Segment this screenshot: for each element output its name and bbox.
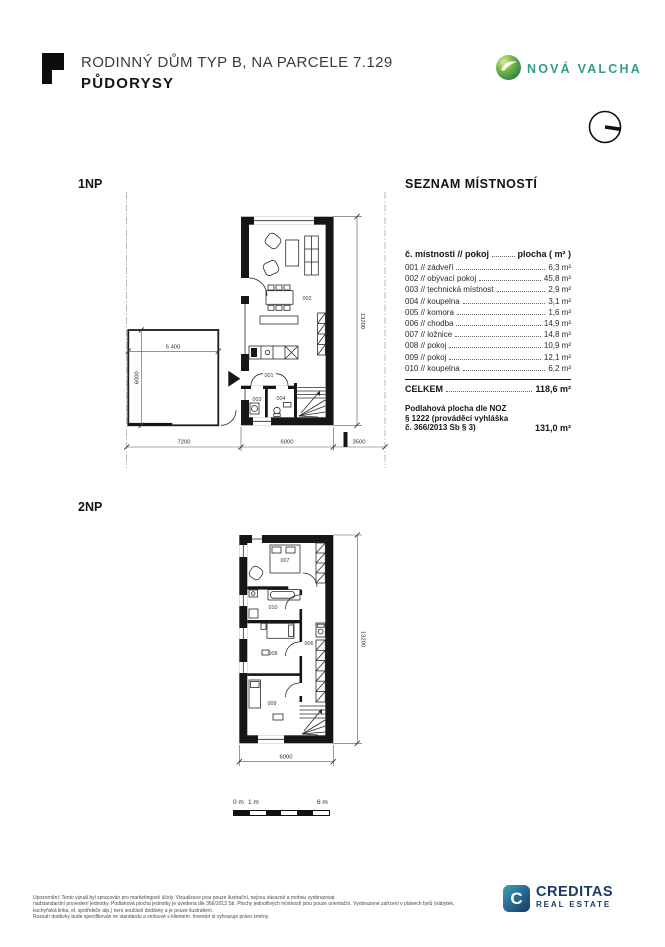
sheet-logo-mark bbox=[42, 53, 64, 70]
garage-outline bbox=[128, 330, 236, 426]
total-area: 118,6 m² bbox=[535, 384, 571, 395]
room-number: 003 bbox=[252, 397, 262, 403]
svg-text:7200: 7200 bbox=[177, 439, 191, 446]
room-row bbox=[405, 363, 571, 374]
dimension-garage-depth bbox=[135, 327, 144, 428]
room-row bbox=[405, 307, 571, 318]
room-area: 45,8 m² bbox=[543, 274, 571, 284]
disclaimer-line: nadstandardní provedení jednotky. Podlahová plocha jednotky je uvedena dle 366/2013 Sb. Plochy jednotlivých místností jsou pouze orientační. Vyobrazené zařízení v plánech bytů (nábytek, kuchyňská linka, el. spotřebiče atp.) není součástí dodávky a je pouze ilustrativní. bbox=[33, 901, 455, 914]
room-list-header bbox=[405, 249, 571, 259]
room-number: 006 bbox=[304, 641, 314, 647]
disclaimer-text bbox=[33, 895, 473, 921]
room-row bbox=[405, 340, 571, 351]
room-row bbox=[405, 284, 571, 295]
leader-dots bbox=[497, 291, 546, 292]
dimension-right-2np bbox=[333, 532, 365, 746]
room-label: 009 // pokoj bbox=[405, 352, 447, 362]
scale-label-1m: 1 m bbox=[248, 799, 259, 806]
room-row bbox=[405, 262, 571, 273]
room-area: 6,2 m² bbox=[548, 363, 571, 373]
room-list-col-left: č. místnosti // pokoj bbox=[405, 249, 490, 259]
creditas-logo bbox=[503, 885, 613, 912]
room-number: 010 bbox=[268, 605, 278, 611]
room-area: 12,1 m² bbox=[543, 352, 571, 362]
room-number: 004 bbox=[276, 396, 286, 402]
room-row bbox=[405, 352, 571, 363]
svg-text:3500: 3500 bbox=[352, 439, 366, 446]
scale-bar bbox=[233, 799, 333, 816]
scale-label-6m: 6 m bbox=[317, 799, 328, 806]
room-label: 008 // pokoj bbox=[405, 341, 447, 351]
room-row bbox=[405, 329, 571, 340]
room-area: 14,9 m² bbox=[543, 319, 571, 329]
room-number: 002 bbox=[302, 296, 312, 302]
room-row bbox=[405, 318, 571, 329]
floor1-label: 1NP bbox=[78, 177, 103, 191]
room-area: 14,8 m² bbox=[543, 330, 571, 340]
leader-dots bbox=[463, 370, 546, 371]
leader-dots bbox=[456, 269, 545, 270]
disclaimer-line: Upozornění: Tento vizuál byl zpracován pro marketingové účely. Vizualizace jsou pouze ilustrační, nejsou závazné a mohou vyobrazovat bbox=[33, 895, 335, 901]
floorplan-1np bbox=[70, 170, 400, 470]
scale-bar-labels bbox=[233, 799, 333, 808]
room-list bbox=[405, 249, 571, 433]
nova-valcha-wordmark: NOVÁ VALCHA bbox=[527, 62, 642, 76]
svg-text:13200: 13200 bbox=[359, 630, 366, 648]
room-number: 007 bbox=[280, 558, 290, 564]
room-row bbox=[405, 296, 571, 307]
note-area: 131,0 m² bbox=[534, 422, 571, 433]
leader-dots bbox=[492, 256, 514, 257]
leader-dots bbox=[456, 325, 540, 326]
svg-text:6000: 6000 bbox=[280, 439, 294, 446]
creditas-logo-icon: C bbox=[503, 885, 530, 912]
svg-text:5 400: 5 400 bbox=[165, 344, 181, 351]
creditas-name: CREDITAS bbox=[536, 884, 614, 900]
leader-dots bbox=[479, 280, 541, 281]
floorplan-2np bbox=[70, 495, 400, 785]
room-label: 002 // obývací pokoj bbox=[405, 274, 477, 284]
room-area: 1,6 m² bbox=[548, 307, 571, 317]
dimension-garage-width bbox=[126, 345, 221, 354]
room-number: 001 bbox=[264, 373, 274, 379]
room-area: 6,3 m² bbox=[548, 263, 571, 272]
room-label: 010 // koupelna bbox=[405, 363, 460, 373]
room-label: 004 // koupelna bbox=[405, 296, 460, 306]
sheet-logo-mark-stem bbox=[42, 70, 52, 84]
floor-area-note bbox=[405, 404, 571, 433]
room-number: 009 bbox=[267, 701, 277, 707]
room-label: 003 // technická místnost bbox=[405, 285, 494, 295]
room-area: 10,9 m² bbox=[543, 341, 571, 351]
leader-dots bbox=[449, 359, 541, 360]
disclaimer-line: Rozsah dodávky bude specifikován ve standardu a smlouvě s klientem. Investor si vyhrazuje právo změny. bbox=[33, 914, 270, 921]
dimension-right-1np bbox=[333, 214, 365, 428]
room-label: 007 // ložnice bbox=[405, 330, 453, 340]
page-title: RODINNÝ DŮM TYP B, NA PARCELE 7.129 bbox=[81, 54, 393, 71]
room-row bbox=[405, 273, 571, 284]
room-label: 006 // chodba bbox=[405, 319, 454, 329]
dimension-bottom-1np bbox=[124, 427, 388, 451]
creditas-subname: REAL ESTATE bbox=[536, 900, 612, 909]
entrance-arrow-icon bbox=[228, 371, 240, 387]
page-subtitle: PŮDORYSY bbox=[81, 75, 175, 92]
creditas-wordmark bbox=[536, 885, 613, 909]
scale-label-0m: 0 m bbox=[233, 799, 244, 806]
nova-valcha-logo-icon bbox=[495, 54, 522, 81]
room-label: 005 // komora bbox=[405, 307, 454, 317]
leader-dots bbox=[463, 303, 546, 304]
total-label: CELKEM bbox=[405, 384, 443, 395]
north-compass-icon bbox=[586, 108, 624, 146]
scale-bar-stripes bbox=[233, 810, 330, 816]
svg-text:6000: 6000 bbox=[279, 754, 293, 761]
dimension-bottom-2np bbox=[237, 745, 336, 766]
leader-dots bbox=[455, 336, 541, 337]
leader-dots bbox=[457, 314, 545, 315]
svg-text:13200: 13200 bbox=[359, 312, 365, 330]
floor2-label: 2NP bbox=[78, 500, 103, 514]
svg-text:6000: 6000 bbox=[134, 371, 141, 385]
room-area: 2,9 m² bbox=[548, 285, 571, 295]
room-area: 3,1 m² bbox=[548, 296, 571, 306]
leader-dots bbox=[446, 391, 532, 392]
leader-dots bbox=[449, 347, 541, 348]
room-list-col-right: plocha ( m² ) bbox=[517, 249, 571, 259]
room-label: 001 // zádveří bbox=[405, 263, 454, 272]
note-label: Podlahová plocha dle NOZ § 1222 (prováděcí vyhláška č. 366/2013 Sb § 3) bbox=[405, 404, 509, 433]
room-list-total bbox=[405, 379, 571, 394]
room-list-title: SEZNAM MÍSTNOSTÍ bbox=[405, 177, 538, 191]
room-number: 008 bbox=[268, 651, 278, 657]
